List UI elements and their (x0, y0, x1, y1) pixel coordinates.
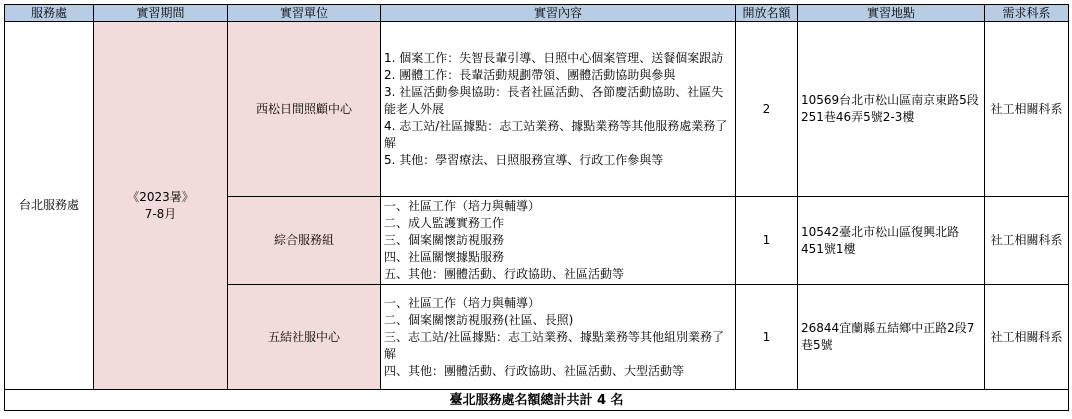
unit-cell: 五結社服中心 (228, 285, 381, 390)
header-period: 實習期間 (94, 5, 228, 22)
period-cell (94, 22, 228, 390)
header-row (5, 5, 1069, 22)
content-line: 3. 社區活動參與協助：長者社區活動、各節慶活動協助、社區失能老人外展 (384, 84, 724, 116)
content-cell (381, 285, 736, 390)
content-line: 二、成人監護實務工作 (384, 216, 505, 230)
address-cell: 10542臺北市松山區復興北路451號1樓 (798, 197, 985, 285)
department-cell: 社工相關科系 (985, 197, 1069, 285)
header-unit: 實習單位 (228, 5, 381, 22)
department-cell: 社工相關科系 (985, 22, 1069, 197)
content-cell (381, 197, 736, 285)
content-line: 1. 個案工作：失智長輩引導、日照中心個案管理、送餐個案跟訪 (384, 50, 724, 65)
content-line: 三、個案關懷訪視服務 (384, 233, 505, 247)
header-quota: 開放名額 (736, 5, 798, 22)
content-line: 4. 志工站/社區據點：志工站業務、據點業務等其他服務處業務了解 (384, 118, 728, 150)
quota-cell: 1 (736, 285, 798, 390)
content-line: 五、其他：團體活動、行政協助、社區活動等 (384, 267, 625, 281)
address-cell: 26844宜蘭縣五結鄉中正路2段7巷5號 (798, 285, 985, 390)
office-cell: 台北服務處 (5, 22, 94, 390)
content-line: 四、其他：團體活動、行政協助、社區活動、大型活動等 (384, 363, 685, 378)
quota-cell: 1 (736, 197, 798, 285)
unit-cell: 西松日間照顧中心 (228, 22, 381, 197)
department-cell: 社工相關科系 (985, 285, 1069, 390)
address-cell: 10569台北市松山區南京東路5段251巷46弄5號2-3樓 (798, 22, 985, 197)
content-line: 2. 團體工作：長輩活動規劃帶領、團體活動協助與參與 (384, 67, 676, 82)
header-office: 服務處 (5, 5, 94, 22)
internship-table (4, 4, 1069, 411)
table-row (5, 22, 1069, 197)
header-address: 實習地點 (798, 5, 985, 22)
content-line: 一、社區工作（培力與輔導） (384, 295, 541, 310)
quota-cell: 2 (736, 22, 798, 197)
content-line: 5. 其他：學習療法、日照服務宣導、行政工作參與等 (384, 152, 664, 167)
content-line: 一、社區工作（培力與輔導） (384, 199, 541, 213)
content-line: 二、個案關懷訪視服務(社區、長照) (384, 312, 574, 327)
period-line2: 7-8月 (144, 206, 177, 221)
header-content: 實習內容 (381, 5, 736, 22)
content-line: 四、社區關懷據點服務 (384, 250, 505, 264)
content-cell (381, 22, 736, 197)
period-line1: 《2023暑》 (127, 189, 194, 204)
total-row (5, 390, 1069, 411)
unit-cell: 綜合服務組 (228, 197, 381, 285)
content-line: 三、志工站/社區據點：志工站業務、據點業務等其他組別業務了解 (384, 329, 725, 361)
header-department: 需求科系 (985, 5, 1069, 22)
total-cell: 臺北服務處名額總計共計 4 名 (5, 390, 1069, 411)
